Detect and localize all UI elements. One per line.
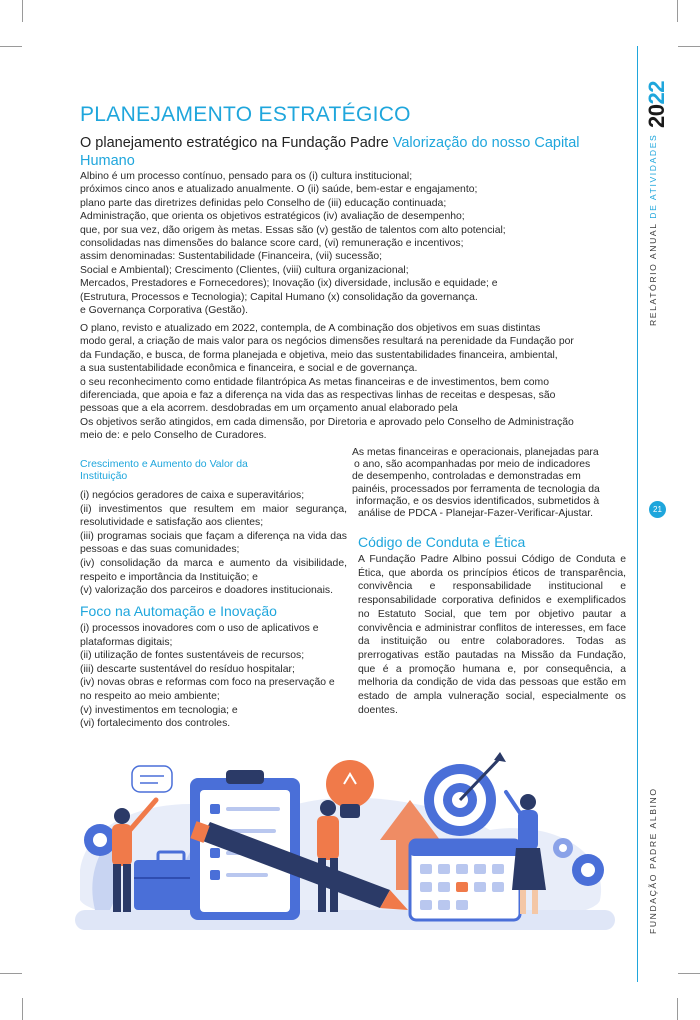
gear-icon: [572, 854, 604, 886]
list-item: (ii) investimentos que resultem em maior segurança, resolutividade e satisfação aos clientes;: [80, 503, 347, 529]
metas-line: painéis, processados por ferramenta de tecnologia da: [352, 483, 600, 495]
plan-line: Os objetivos serão atingidos, em cada dimensão, por Diretoria e aprovado pelo Conselho de Administração: [80, 416, 574, 428]
page-title: PLANEJAMENTO ESTRATÉGICO: [80, 103, 411, 126]
metas-line: As metas financeiras e operacionais, planejadas para: [352, 447, 599, 458]
plan-line: modo geral, a criação de mais valor para os negócios dimensões resultará na perenidade da Fundação por: [80, 336, 574, 348]
calendar-icon: [410, 840, 520, 920]
intro-line: Mercados, Prestadores e Fornecedores); Inovação (ix) diversidade, inclusão e equidade; e: [80, 278, 498, 290]
target-icon: [424, 752, 506, 836]
crop-mark: [22, 998, 23, 1020]
crop-mark: [678, 46, 700, 47]
plan-line: meio de: e pelo Conselho de Curadores.: [80, 430, 267, 442]
list-item: (vi) fortalecimento dos controles.: [80, 718, 231, 730]
intro-line: plano parte das diretrizes definidas pelo Conselho de (iii) educação continuada;: [80, 197, 447, 209]
growth-heading: Crescimento e Aumento do Valor da Instituição: [80, 458, 248, 482]
report-label: [648, 134, 658, 326]
intro-line: que, por sua vez, dão origem às metas. Essas são (v) gestão de talentos com alto potencial;: [80, 224, 506, 236]
intro-line: e Governança Corporativa (Gestão).: [80, 305, 249, 317]
foundation-label: FUNDAÇÃO PADRE ALBINO: [648, 787, 658, 934]
gear-icon: [553, 838, 573, 858]
year-mark: [644, 81, 670, 128]
illustration-svg: [60, 740, 620, 940]
automation-list: [80, 622, 348, 731]
report-label-part1: RELATÓRIO ANUAL: [648, 218, 658, 326]
intro-line: consolidadas nas dimensões do balance score card, (vi) remuneração e incentivos;: [80, 238, 464, 250]
plan-line: o seu reconhecimento como entidade filantrópica As metas financeiras e de investimentos, bem como: [80, 376, 549, 388]
crop-mark: [0, 46, 22, 47]
metas-line: de desempenho, controladas e demonstradas em: [352, 471, 581, 483]
list-item: (iv) novas obras e reformas com foco na preservação e no respeito ao meio ambiente;: [80, 677, 335, 702]
list-item: (i) negócios geradores de caixa e superavitários;: [80, 490, 305, 501]
list-item: (ii) utilização de fontes sustentáveis de recursos;: [80, 650, 305, 662]
plan-text: [80, 322, 630, 443]
year-prefix: 20: [644, 104, 669, 128]
conduct-text: A Fundação Padre Albino possui Código de Conduta e Ética, que aborda os princípios éticos de transparência, convivência e responsabilidade institucional e responsabilidade corporativa definidos e exemplificados no Estatuto Social, que tem por objetivo pautar a convivência e administrar conflitos de interesses, em face da instituição ou entre colaboradores. Todas as prerrogativas estão pautadas na Missão da Fundação, que é a promoção humana e, por consequência, a melhoria da condição de vida das pessoas que estão em estado de ampla vulneração social, especialmente os doentes.: [358, 554, 626, 716]
list-item: (iv) consolidação da marca e aumento da visibilidade, respeito e importância da Instituição; e: [80, 557, 347, 583]
sidebar-divider-line: [637, 46, 638, 982]
page-number-badge: 21: [649, 501, 666, 518]
plan-line: da Fundação, e busca, de forma planejada e objetiva, meio das sustentabilidades financeira, ambiental,: [80, 349, 558, 361]
strategy-illustration: [60, 740, 620, 940]
intro-line: Administração, que orienta os objetivos estratégicos (iv) avaliação de desempenho;: [80, 211, 465, 223]
list-item: (i) processos inovadores com o uso de aplicativos e plataformas digitais;: [80, 623, 319, 648]
report-label-part2: DE ATIVIDADES: [648, 133, 658, 219]
intro-text: [80, 170, 630, 317]
metas-line: análise de PDCA - Planejar-Fazer-Verificar-Ajustar.: [358, 508, 594, 520]
automation-heading: Foco na Automação e Inovação: [80, 603, 277, 619]
subtitle-highlight: Valorização do nosso Capital Humano: [80, 135, 580, 169]
crop-mark: [678, 973, 700, 974]
list-item: (iii) descarte sustentável do resíduo hospitalar;: [80, 663, 295, 675]
intro-line: Social e Ambiental); Crescimento (Clientes, (viii) cultura organizacional;: [80, 264, 409, 276]
intro-line: Albino é um processo contínuo, pensado para os (i) cultura institucional;: [80, 171, 413, 182]
crop-mark: [677, 0, 678, 22]
plan-line: diferenciada, que apoia e faz a diferença na vida das as respectivas linhas de receitas e despesas, são: [80, 390, 556, 402]
crop-mark: [677, 998, 678, 1020]
growth-list: [80, 489, 347, 598]
crop-mark: [22, 0, 23, 22]
intro-line: assim denominadas: Sustentabilidade (Financeira, (vii) sucessão;: [80, 251, 383, 263]
list-item: (v) investimentos em tecnologia; e: [80, 704, 238, 716]
metas-line: o ano, são acompanhadas por meio de indicadores: [354, 459, 591, 471]
intro-line: (Estrutura, Processos e Tecnologia); Capital Humano (x) consolidação da governança.: [80, 291, 478, 303]
plan-line: pessoas que a ela acorrem. desdobradas em um orçamento anual elaborado pela: [80, 403, 458, 415]
list-item: (v) valorização dos parceiros e doadores institucionais.: [80, 585, 333, 597]
metas-line: informação, e os desvios identificados, submetidos à: [356, 495, 600, 507]
year-suffix: 22: [644, 81, 669, 105]
plan-line: O plano, revisto e atualizado em 2022, contempla, de A combinação dos objetivos em suas distintas: [80, 323, 541, 334]
plan-line: a sua sustentabilidade econômica e financeira, e social e de governança.: [80, 363, 418, 375]
metas-text: [352, 447, 628, 520]
intro-line: próximos cinco anos e atualizado anualmente. O (ii) saúde, bem-estar e engajamento;: [80, 184, 478, 196]
gear-icon: [84, 824, 116, 856]
page-subtitle: [80, 134, 620, 170]
conduct-heading: Código de Conduta e Ética: [358, 534, 526, 550]
crop-mark: [0, 973, 22, 974]
subtitle-lead: O planejamento estratégico na Fundação Padre: [80, 135, 393, 151]
list-item: (iii) programas sociais que façam a diferença na vida das pessoas e das suas comunidades;: [80, 530, 347, 556]
